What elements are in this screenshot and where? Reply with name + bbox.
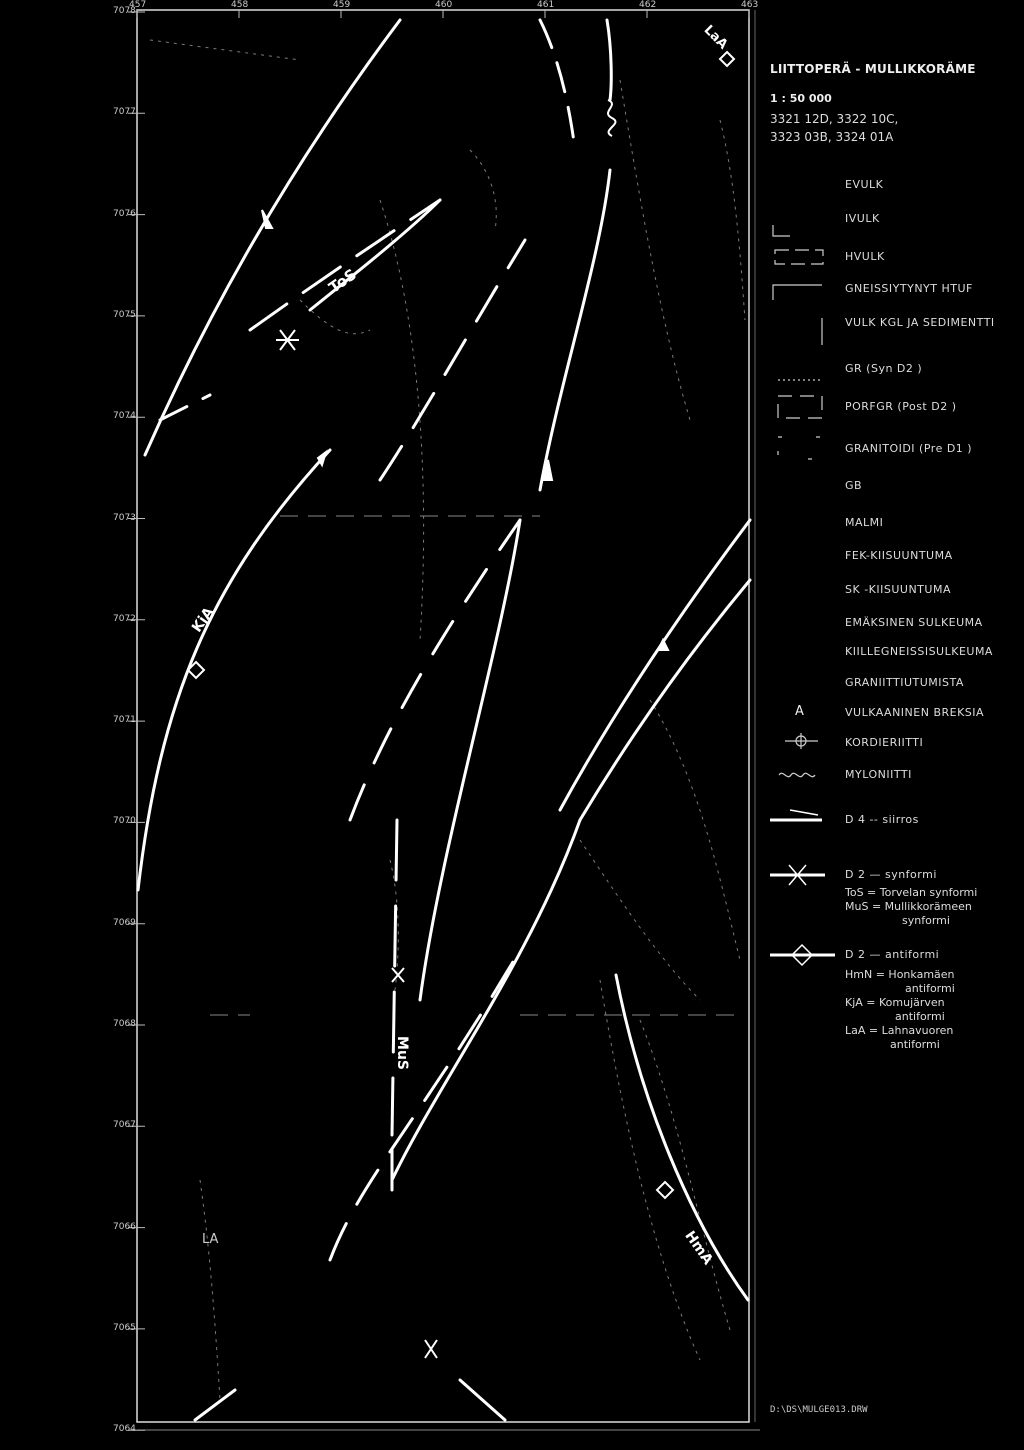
antiform-line-4: antiformi — [895, 1010, 945, 1023]
map-label-kja: KjA — [189, 604, 218, 636]
antiform-line-2: antiformi — [905, 982, 955, 995]
left-tick-label: 7065 — [113, 1322, 136, 1333]
left-tick-label: 7077 — [113, 107, 136, 118]
top-tick-label: 460 — [435, 0, 453, 10]
top-tick-label: 461 — [537, 0, 555, 10]
legend-item: PORFGR (Post D2 ) — [845, 400, 957, 413]
map-label-la: LA — [202, 1232, 219, 1247]
left-tick-label: 7073 — [113, 512, 136, 523]
top-tick-marks — [137, 10, 749, 18]
map-label-hma: HmA — [681, 1228, 716, 1268]
legend-item: VULKAANINEN BREKSIA — [845, 706, 985, 719]
legend-item: GRANITOIDI (Pre D1 ) — [845, 442, 973, 455]
legend-synform-head: D 2 — synformi — [845, 868, 937, 881]
left-tick-label: 7071 — [113, 715, 136, 726]
top-tick-label: 459 — [333, 0, 351, 10]
legend-item: SK -KIISUUNTUMA — [845, 583, 951, 596]
sheet-line-2: 3323 03B, 3324 01A — [770, 130, 894, 144]
map-scale: 1 : 50 000 — [770, 92, 832, 105]
synform-line-3: synformi — [902, 914, 950, 927]
synform-line-2: MuS = Mullikkorämeen — [845, 900, 972, 913]
antiform-line-6: antiformi — [890, 1038, 940, 1051]
horizontal-dashes — [210, 516, 740, 1015]
legend-item: HVULK — [845, 250, 885, 263]
legend-item: MALMI — [845, 516, 884, 529]
left-tick-label: 7070 — [113, 816, 136, 827]
file-path: D:\DS\MULGE013.DRW — [770, 1405, 868, 1415]
left-tick-label: 7075 — [113, 309, 136, 320]
antiform-line-1: HmN = Honkamäen — [845, 968, 955, 981]
fault-arrows — [262, 210, 668, 650]
left-tick-label: 7074 — [113, 411, 136, 422]
legend-antiform-head: D 2 — antiformi — [845, 948, 940, 961]
legend-item: EVULK — [845, 178, 884, 191]
sheet-line-1: 3321 12D, 3322 10C, — [770, 112, 899, 126]
left-tick-label: 7064 — [113, 1424, 136, 1435]
left-tick-label: 7078 — [113, 6, 136, 16]
top-tick-label: 457 — [129, 0, 147, 10]
mylonite-symbol — [608, 100, 615, 136]
map-sheet-numbers — [770, 110, 898, 146]
legend-fault-symbols — [770, 810, 835, 965]
lithology-boundaries — [150, 40, 745, 1400]
antiform-line-5: LaA = Lahnavuoren — [845, 1024, 954, 1037]
map-label-mus: MuS — [393, 1036, 410, 1070]
top-tick-label: 458 — [231, 0, 249, 10]
legend-synform-lines — [845, 886, 977, 928]
legend-item: KORDIERIITTI — [845, 736, 924, 749]
map-frame — [137, 10, 749, 1422]
left-tick-label: 7072 — [113, 613, 136, 624]
legend-item: GNEISSIYTYNYT HTUF — [845, 282, 973, 295]
legend-item: GB — [845, 479, 863, 492]
map-label-laa: LaA — [700, 22, 731, 53]
left-tick-label: 7068 — [113, 1019, 136, 1029]
d4-faults — [138, 20, 750, 1420]
top-tick-label: 462 — [639, 0, 657, 10]
legend-symbols — [773, 225, 823, 777]
left-tick-label: 7069 — [113, 917, 136, 928]
legend-antiform-lines — [845, 968, 955, 1052]
legend-item: KIILLEGNEISSISULKEUMA — [845, 645, 993, 658]
map-label-tos: ToS — [325, 265, 360, 297]
left-tick-label: 7067 — [113, 1120, 136, 1131]
top-tick-label: 463 — [741, 0, 759, 10]
legend-item: EMÄKSINEN SULKEUMA — [845, 616, 983, 629]
breccia-symbol: A — [795, 704, 804, 719]
legend-item: FEK-KIISUUNTUMA — [845, 549, 953, 562]
legend-item: GRANIITTIUTUMISTA — [845, 676, 964, 689]
legend-item: IVULK — [845, 212, 880, 225]
legend-item: MYLONIITTI — [845, 768, 912, 781]
left-tick-label: 7066 — [113, 1221, 136, 1232]
synform-line-1: ToS = Torvelan synformi — [845, 886, 978, 899]
left-tick-label: 7076 — [113, 208, 136, 219]
legend-item: GR (Syn D2 ) — [845, 362, 923, 375]
antiform-line-3: KjA = Komujärven — [845, 996, 945, 1009]
map-title: LIITTOPERÄ - MULLIKKORÄME — [770, 62, 976, 76]
legend-d4: D 4 -- siirros — [845, 813, 919, 826]
legend-item: VULK KGL JA SEDIMENTTI — [845, 316, 995, 329]
